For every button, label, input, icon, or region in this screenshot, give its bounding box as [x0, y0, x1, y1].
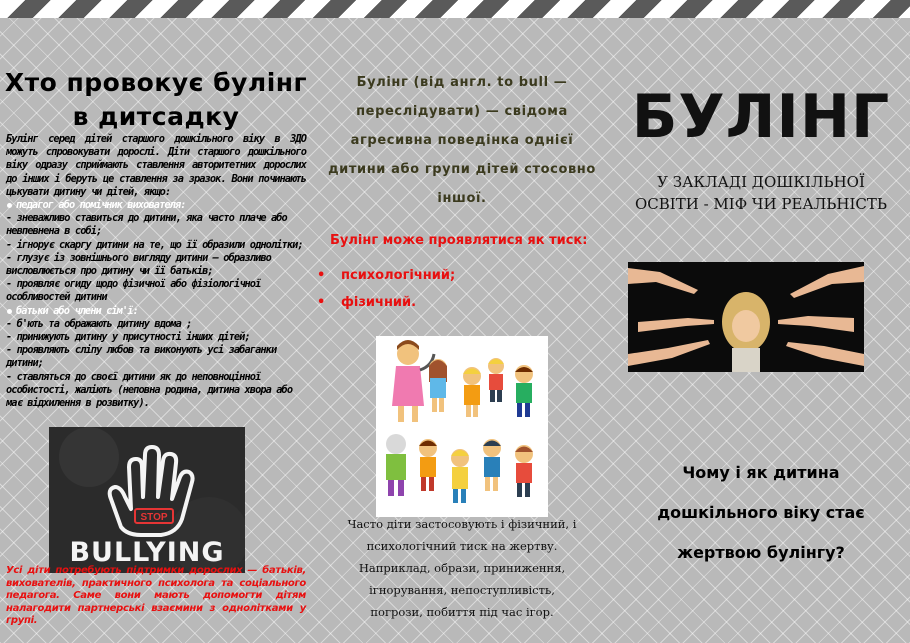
paragraph-line: Наприклад, образи, приниження,	[358, 561, 566, 575]
bullet-teacher: педагог або помічник вихователя:	[6, 199, 306, 212]
paragraph-line: погрози, побиття під час ігор.	[370, 605, 554, 619]
left-title-line-2: в дитсадку	[72, 102, 240, 131]
question-line: дошкільного віку стає	[657, 503, 865, 522]
paragraph-line: Часто діти застосовують і фізичний, і	[347, 517, 577, 531]
question-line: жертвою булінгу?	[677, 543, 845, 562]
left-panel-title	[4, 66, 308, 134]
main-title: БУЛІНГ	[631, 82, 891, 152]
form-item: • психологічний;	[317, 262, 455, 289]
bullying-definition	[322, 68, 602, 213]
forms-heading: Булінг може проявлятися як тиск:	[330, 233, 588, 248]
parents-item: - ставляться до своєї дитини як до неповноцінної особистості, жаліють (неповна родина, дитина хвора або має відхилення в розвитку).	[6, 370, 293, 410]
intro-paragraph: Булінг серед дітей старшого дошкільного віку в ЗДО можуть спровокувати дорослі. Діти старшого дошкільного віку одразу сприймають ставлення авторитетних дорослих до інших і беруть це ставлення за зразок. Вони починають цькувати дитину чи дітей, якщо:	[6, 133, 306, 198]
right-panel	[612, 18, 910, 643]
question-line: Чому і як дитина	[682, 463, 840, 482]
parents-item: - проявляють сліпу любов та виконують усі забаганки дитини;	[6, 344, 277, 370]
middle-panel	[312, 18, 612, 643]
definition-line: Булінг (від англ. to bull —	[356, 75, 568, 90]
paragraph-line: ігнорування, непоступливість,	[369, 583, 555, 597]
teacher-item: - ігнорує скаргу дитини на те, що її образили однолітки;	[6, 238, 303, 251]
stop-bullying-image	[49, 427, 245, 573]
top-stripe-border	[0, 0, 910, 18]
physical-psychological-paragraph	[330, 513, 594, 623]
definition-line: дитини або групи дітей стосовно	[328, 162, 596, 177]
definition-line: іншої.	[437, 191, 487, 206]
subtitle-line: ОСВІТИ - МІФ ЧИ РЕАЛЬНІСТЬ	[635, 195, 887, 213]
pointing-fingers-icon	[628, 262, 864, 372]
main-subtitle	[612, 171, 910, 215]
children-illustration	[376, 336, 548, 517]
bullying-label: BULLYING	[69, 537, 225, 568]
paragraph-line: психологічний тиск на жертву.	[366, 539, 558, 553]
definition-line: агресивна поведінка однієї	[350, 133, 574, 148]
left-panel	[0, 18, 312, 643]
support-note: Усі діти потребують підтримки дорослих — батьків, вихователів, практичного психолога та соціального педагога. Саме вони мають допомогти дітям налагодити партнерські взаємини з однолітками у групі.	[6, 565, 306, 626]
pointing-fingers-photo	[628, 262, 864, 372]
form-item: • фізичний.	[317, 289, 455, 316]
teacher-item: - зневажливо ставиться до дитини, яка часто плаче або невпевнена в собі;	[6, 212, 287, 238]
children-conflict-icon	[376, 336, 548, 517]
forms-list	[317, 262, 455, 316]
definition-line: переслідувати) — свідома	[356, 104, 568, 119]
subtitle-line: У ЗАКЛАДІ ДОШКІЛЬНОЇ	[657, 173, 865, 191]
left-title-line-1: Хто провокує булінг	[4, 68, 308, 97]
parents-item: - принижують дитину у присутності інших дітей;	[6, 331, 250, 344]
stop-label: STOP	[140, 512, 168, 523]
why-question	[612, 453, 910, 573]
provokers-text	[6, 133, 306, 410]
parents-item: - б'ють та ображають дитину вдома ;	[6, 317, 192, 330]
teacher-item: - проявляє огиду щодо фізичної або фізіологічної особливостей дитини	[6, 278, 261, 304]
bullet-parents: батьки або члени сім'ї:	[6, 305, 306, 318]
teacher-item: - глузує із зовнішнього вигляду дитини – образливо висловлюється про дитину чи її батьків;	[6, 251, 271, 278]
stop-hand-icon	[49, 427, 245, 573]
